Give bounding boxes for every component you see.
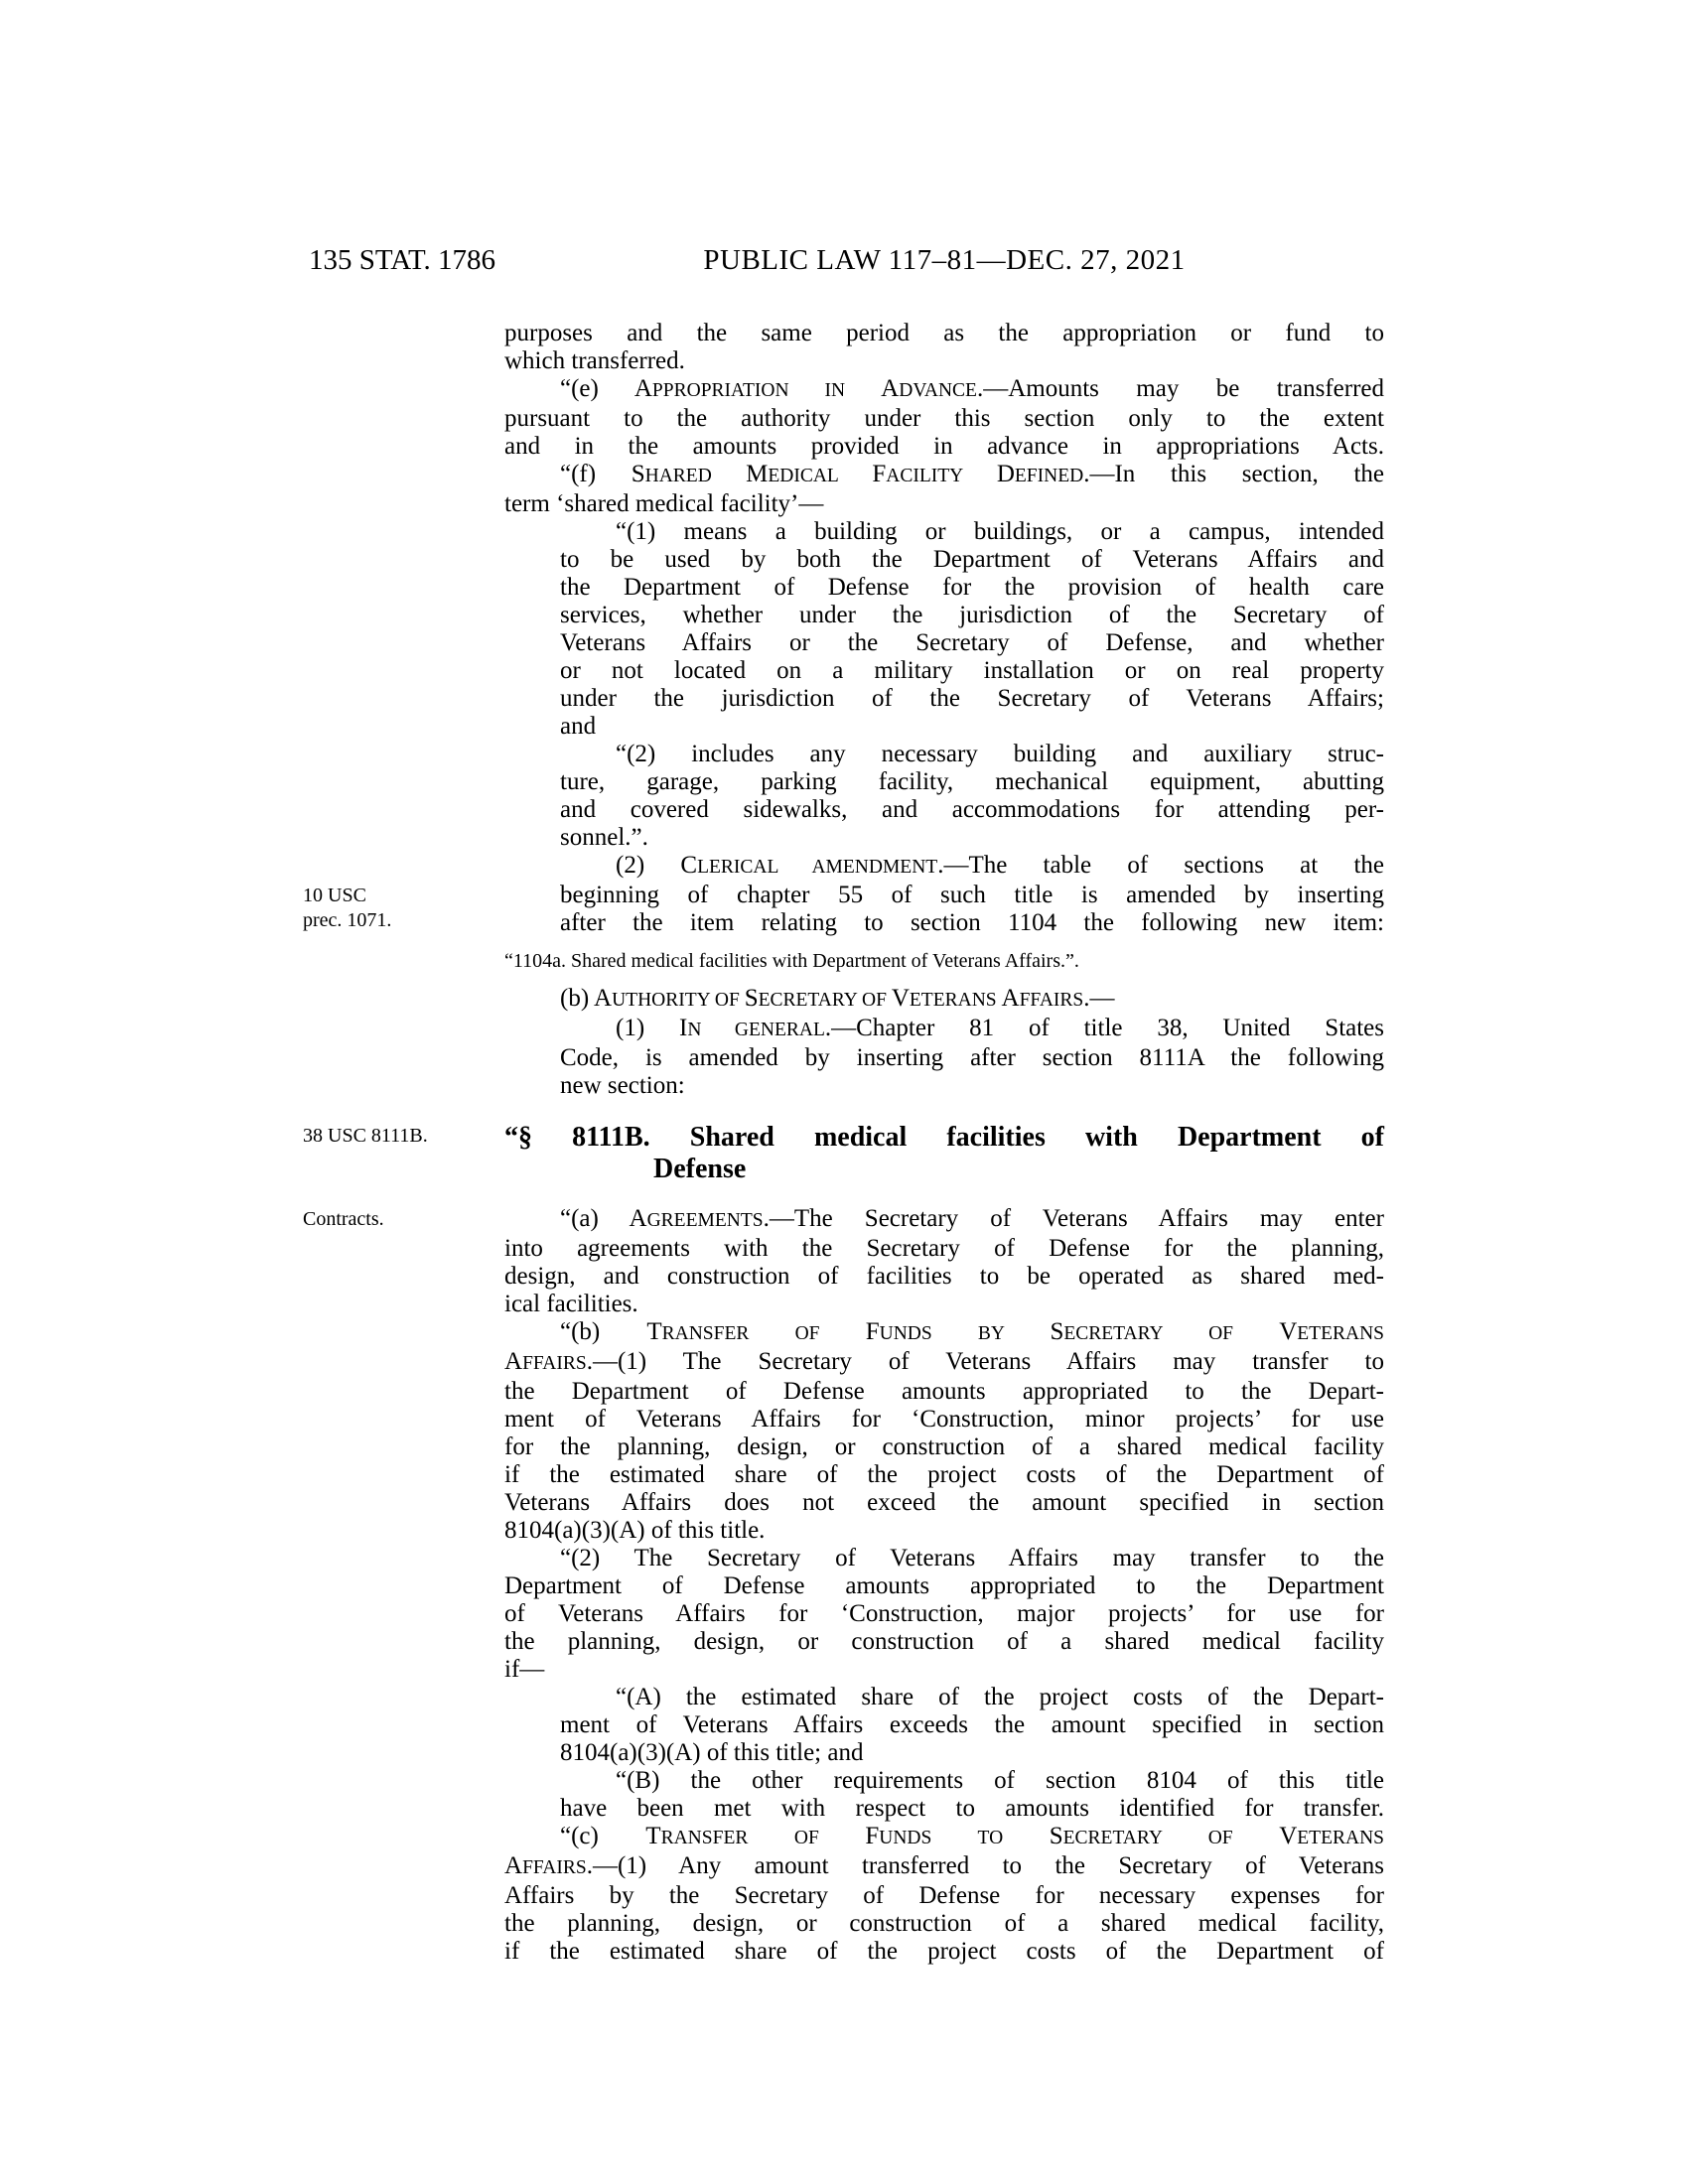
text-line: “§ 8111B. Shared medical facilities with Department of (504, 1122, 1384, 1153)
text-line: the Department of Defense amounts appropriated to the Depart- (504, 1378, 1384, 1405)
text-line: (2) CLERICAL AMENDMENT.—The table of sections at the (616, 852, 1385, 879)
text-line: the planning, design, or construction of a shared medical facility, (504, 1910, 1384, 1937)
text-line: “1104a. Shared medical facilities with Department of Veterans Affairs.”. (504, 950, 1079, 972)
text-line: under the jurisdiction of the Secretary of Veterans Affairs; (560, 685, 1384, 712)
text-line: “(B) the other requirements of section 8104 of this title (616, 1767, 1384, 1794)
text-line: if the estimated share of the project costs of the Department of (504, 1461, 1384, 1488)
text-line: “(f) SHARED MEDICAL FACILITY DEFINED.—In this section, the (560, 461, 1384, 487)
text-line: (1) IN GENERAL.—Chapter 81 of title 38, United States (616, 1015, 1385, 1041)
text-line: “(b) TRANSFER OF FUNDS BY SECRETARY OF VETERANS (560, 1318, 1384, 1345)
text-line: and (560, 713, 597, 740)
text-line: have been met with respect to amounts identified for transfer. (560, 1795, 1384, 1822)
text-line: purposes and the same period as the appropriation or fund to (504, 320, 1384, 346)
text-line: “(a) AGREEMENTS.—The Secretary of Veterans Affairs may enter (560, 1205, 1384, 1232)
text-line: 8104(a)(3)(A) of this title; and (560, 1739, 864, 1766)
text-line: “(e) APPROPRIATION IN ADVANCE.—Amounts may be transferred (560, 375, 1384, 402)
text-line: AFFAIRS.—(1) Any amount transferred to the Secretary of Veterans (504, 1852, 1384, 1879)
text-line: to be used by both the Department of Veterans Affairs and (560, 546, 1384, 573)
text-line: Affairs by the Secretary of Defense for necessary expenses for (504, 1882, 1384, 1909)
text-line: “(1) means a building or buildings, or a campus, intended (616, 518, 1384, 545)
text-line: beginning of chapter 55 of such title is amended by inserting (560, 882, 1384, 908)
text-line: ment of Veterans Affairs exceeds the amount specified in section (560, 1711, 1384, 1738)
text-line: new section: (560, 1072, 685, 1099)
text-line: Department of Defense amounts appropriated to the Department (504, 1572, 1384, 1599)
text-line: and covered sidewalks, and accommodations for attending per- (560, 796, 1384, 823)
text-line: “(2) The Secretary of Veterans Affairs may transfer to the (560, 1545, 1384, 1571)
text-line: design, and construction of facilities to be operated as shared med- (504, 1263, 1384, 1290)
text-line: term ‘shared medical facility’— (504, 490, 824, 517)
text-line: if— (504, 1656, 545, 1683)
text-line: the Department of Defense for the provision of health care (560, 574, 1384, 601)
text-line: into agreements with the Secretary of Defense for the planning, (504, 1235, 1384, 1262)
law-title: PUBLIC LAW 117–81—DEC. 27, 2021 (703, 244, 1186, 276)
text-line: “(A) the estimated share of the project costs of the Depart- (616, 1684, 1384, 1710)
text-line: “(2) includes any necessary building and auxiliary struc- (616, 741, 1384, 767)
text-line: AFFAIRS.—(1) The Secretary of Veterans Affairs may transfer to (504, 1348, 1384, 1375)
text-line: or not located on a military installation or on real property (560, 657, 1384, 684)
text-line: ment of Veterans Affairs for ‘Construction, minor projects’ for use (504, 1406, 1384, 1433)
text-line: (b) AUTHORITY OF SECRETARY OF VETERANS AFFAIRS.— (560, 985, 1115, 1012)
text-line: pursuant to the authority under this section only to the extent (504, 405, 1384, 432)
margin-note-10-usc: 10 USC prec. 1071. (303, 885, 392, 931)
page-number-stat: 135 STAT. 1786 (309, 244, 496, 276)
margin-note-38-usc-8111b: 38 USC 8111B. (303, 1125, 428, 1147)
text-line: Defense (653, 1154, 747, 1184)
text-line: “(c) TRANSFER OF FUNDS TO SECRETARY OF VETERANS (560, 1823, 1384, 1849)
margin-note-contracts: Contracts. (303, 1208, 384, 1230)
text-line: of Veterans Affairs for ‘Construction, major projects’ for use for (504, 1600, 1384, 1627)
text-line: sonnel.”. (560, 824, 648, 851)
text-line: if the estimated share of the project costs of the Department of (504, 1938, 1384, 1965)
text-line: for the planning, design, or construction of a shared medical facility (504, 1433, 1384, 1460)
text-line: Veterans Affairs does not exceed the amount specified in section (504, 1489, 1384, 1516)
text-line: services, whether under the jurisdiction of the Secretary of (560, 602, 1384, 628)
text-line: which transferred. (504, 347, 685, 374)
text-line: Veterans Affairs or the Secretary of Defense, and whether (560, 629, 1384, 656)
text-line: 8104(a)(3)(A) of this title. (504, 1517, 766, 1544)
text-line: Code, is amended by inserting after section 8111A the following (560, 1044, 1384, 1071)
statute-body-column (504, 320, 1384, 1966)
text-line: ical facilities. (504, 1291, 638, 1317)
text-line: after the item relating to section 1104 the following new item: (560, 909, 1384, 936)
text-line: and in the amounts provided in advance in appropriations Acts. (504, 433, 1384, 460)
text-line: ture, garage, parking facility, mechanical equipment, abutting (560, 768, 1384, 795)
text-line: the planning, design, or construction of a shared medical facility (504, 1628, 1384, 1655)
